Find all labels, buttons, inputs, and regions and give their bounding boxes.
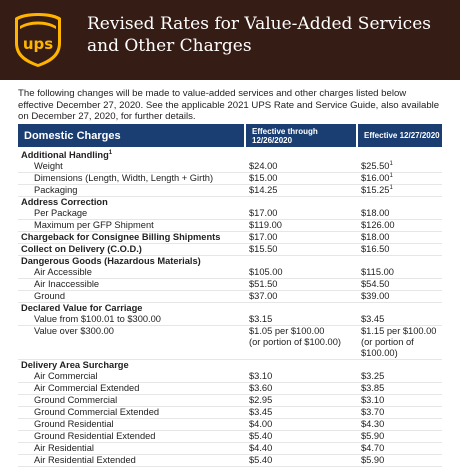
table-row	[18, 161, 442, 173]
charge-label-text: Value over $300.00	[34, 326, 114, 336]
rate-effective-value: $3.85	[361, 383, 385, 393]
rate-through	[245, 267, 357, 279]
charge-label	[18, 303, 245, 315]
charge-label	[18, 419, 245, 431]
rate-effective	[357, 267, 442, 279]
charge-label	[18, 267, 245, 279]
rate-effective	[357, 232, 442, 244]
rate-through-value: $105.00	[249, 267, 283, 277]
table-row	[18, 232, 442, 244]
table-row	[18, 395, 442, 407]
rate-effective-value: $18.00	[361, 232, 390, 242]
charge-label	[18, 197, 245, 209]
rate-through-value: $4.40	[249, 443, 273, 453]
charge-label-text: Ground	[34, 291, 66, 301]
rate-through	[245, 419, 357, 431]
rate-through-value: $4.00	[249, 419, 273, 429]
rate-effective	[357, 431, 442, 443]
rate-effective-value: $3.10	[361, 395, 385, 405]
rate-effective	[357, 279, 442, 291]
charge-label	[18, 185, 245, 197]
rate-effective-value: $5.90	[361, 431, 385, 441]
rate-effective	[357, 185, 442, 197]
rate-effective	[357, 383, 442, 395]
rate-effective	[357, 303, 442, 315]
table-row	[18, 326, 442, 360]
table-row	[18, 443, 442, 455]
rate-through	[245, 173, 357, 185]
table-row	[18, 147, 442, 161]
rate-through-value: $1.05 per $100.00	[249, 326, 325, 336]
logo-text: ups	[22, 35, 54, 53]
charge-label-text: Dangerous Goods (Hazardous Materials)	[21, 256, 201, 266]
rate-through-value: $3.15	[249, 314, 273, 324]
rate-through	[245, 185, 357, 197]
rate-through	[245, 431, 357, 443]
rate-through	[245, 220, 357, 232]
rate-through-value: $14.25	[249, 185, 278, 195]
rate-effective-value: $4.30	[361, 419, 385, 429]
footnote-marker: 1	[389, 172, 393, 179]
rate-effective-value: $54.50	[361, 279, 390, 289]
rate-effective	[357, 161, 442, 173]
table-row	[18, 173, 442, 185]
rate-effective-value: $16.50	[361, 244, 390, 254]
rate-effective-value: $126.00	[361, 220, 395, 230]
rate-through-note: (or portion of $100.00)	[249, 337, 341, 347]
charge-label	[18, 208, 245, 220]
rate-effective	[357, 244, 442, 256]
table-row	[18, 244, 442, 256]
rate-through-value: $17.00	[249, 208, 278, 218]
charge-label	[18, 232, 245, 244]
table-row	[18, 360, 442, 372]
charge-label-text: Weight	[34, 161, 63, 171]
charge-label	[18, 371, 245, 383]
rate-through	[245, 314, 357, 326]
charge-label	[18, 147, 245, 161]
rate-effective	[357, 419, 442, 431]
rate-effective	[357, 314, 442, 326]
rate-effective	[357, 371, 442, 383]
charge-label-text: Collect on Delivery (C.O.D.)	[21, 244, 142, 254]
rate-through	[245, 383, 357, 395]
rate-through	[245, 208, 357, 220]
charge-label	[18, 314, 245, 326]
rate-through	[245, 407, 357, 419]
rate-through	[245, 455, 357, 467]
rate-through	[245, 326, 357, 360]
table-row	[18, 256, 442, 268]
rate-through-value: $24.00	[249, 161, 278, 171]
table-header-row	[18, 124, 442, 147]
header-domestic-charges: Domestic Charges	[18, 124, 245, 147]
rate-through	[245, 244, 357, 256]
table-row	[18, 197, 442, 209]
table-row	[18, 407, 442, 419]
rate-through	[245, 395, 357, 407]
charge-label-text: Ground Residential	[34, 419, 114, 429]
charge-label	[18, 256, 245, 268]
rate-effective	[357, 147, 442, 161]
rate-effective	[357, 455, 442, 467]
charge-label	[18, 326, 245, 360]
rate-through-value: $3.45	[249, 407, 273, 417]
document-header	[0, 0, 460, 80]
charge-label-text: Air Residential	[34, 443, 94, 453]
rate-through	[245, 443, 357, 455]
rate-effective	[357, 443, 442, 455]
table-row	[18, 291, 442, 303]
rate-through-value: $51.50	[249, 279, 278, 289]
table-row	[18, 279, 442, 291]
rate-through	[245, 303, 357, 315]
table-row	[18, 431, 442, 443]
table-row	[18, 314, 442, 326]
charge-label	[18, 383, 245, 395]
ups-logo-icon	[14, 12, 62, 68]
table-row	[18, 303, 442, 315]
charge-label-text: Air Commercial Extended	[34, 383, 140, 393]
rate-through-value: $5.40	[249, 455, 273, 465]
rate-effective	[357, 256, 442, 268]
charge-label	[18, 244, 245, 256]
rate-effective-value: $3.25	[361, 371, 385, 381]
rate-effective-value: $5.90	[361, 455, 385, 465]
rate-effective	[357, 395, 442, 407]
rate-effective	[357, 173, 442, 185]
rate-through	[245, 232, 357, 244]
rate-through-value: $3.10	[249, 371, 273, 381]
rate-through-value: $119.00	[249, 220, 282, 230]
charge-label-text: Declared Value for Carriage	[21, 303, 143, 313]
charge-label-text: Ground Commercial Extended	[34, 407, 160, 417]
charge-label	[18, 279, 245, 291]
rate-through-value: $15.00	[249, 173, 278, 183]
header-effective-through: Effective through 12/26/2020	[245, 124, 357, 147]
table-row	[18, 208, 442, 220]
charge-label	[18, 455, 245, 467]
rate-effective-value: $39.00	[361, 291, 390, 301]
rate-through	[245, 256, 357, 268]
charge-label-text: Chargeback for Consignee Billing Shipments	[21, 232, 221, 242]
rate-effective-value: $1.15 per $100.00	[361, 326, 437, 336]
rate-through	[245, 360, 357, 372]
rate-effective	[357, 326, 442, 360]
charge-label-text: Air Inaccessible	[34, 279, 100, 289]
rate-effective-value: $3.45	[361, 314, 385, 324]
rate-effective	[357, 197, 442, 209]
charge-label-text: Air Commercial	[34, 371, 98, 381]
charge-label-text: Ground Residential Extended	[34, 431, 156, 441]
rate-through	[245, 161, 357, 173]
table-row	[18, 220, 442, 232]
rate-through	[245, 371, 357, 383]
table-row	[18, 185, 442, 197]
rate-effective	[357, 360, 442, 372]
charge-label	[18, 173, 245, 185]
charge-label-text: Value from $100.01 to $300.00	[34, 314, 161, 324]
rate-effective-value: $16.00	[361, 173, 390, 183]
charge-label-text: Maximum per GFP Shipment	[34, 220, 154, 230]
rate-through-value: $15.50	[249, 244, 278, 254]
table-row	[18, 371, 442, 383]
charge-label-text: Packaging	[34, 185, 78, 195]
title-line-1: Revised Rates for Value-Added Services	[87, 14, 431, 34]
charge-label	[18, 443, 245, 455]
table-row	[18, 267, 442, 279]
footnote-marker: 1	[389, 184, 393, 191]
rate-through-value: $2.95	[249, 395, 273, 405]
rate-effective	[357, 291, 442, 303]
rate-through	[245, 197, 357, 209]
charge-label-text: Air Residential Extended	[34, 455, 136, 465]
rate-through	[245, 147, 357, 161]
rate-effective-value: $18.00	[361, 208, 390, 218]
charge-label	[18, 407, 245, 419]
rate-effective	[357, 407, 442, 419]
charge-label-text: Address Correction	[21, 197, 108, 207]
rate-through	[245, 279, 357, 291]
rate-effective	[357, 220, 442, 232]
charge-label-text: Per Package	[34, 208, 88, 218]
rate-effective	[357, 208, 442, 220]
rate-effective-value: $3.70	[361, 407, 385, 417]
rate-effective-value: $115.00	[361, 267, 394, 277]
rate-effective-value: $15.25	[361, 185, 390, 195]
charge-label	[18, 431, 245, 443]
rates-table	[18, 124, 442, 467]
rate-through-value: $3.60	[249, 383, 273, 393]
footnote-marker: 1	[108, 149, 113, 156]
charge-label	[18, 220, 245, 232]
rate-effective-note: (or portion of $100.00)	[361, 337, 414, 358]
intro-paragraph: The following changes will be made to value-added services and other charges listed below effective December 27, 2020. See the applicable 2021 UPS Rate and Service Guide, also available on December 27, 2020, for further details.	[18, 88, 440, 122]
charge-label-text: Air Accessible	[34, 267, 92, 277]
charge-label	[18, 395, 245, 407]
table-body	[18, 147, 442, 467]
charge-label-text: Delivery Area Surcharge	[21, 360, 129, 370]
table-row	[18, 455, 442, 467]
charge-label-text: Dimensions (Length, Width, Length + Girth)	[34, 173, 214, 183]
table-row	[18, 383, 442, 395]
header-effective-new: Effective 12/27/2020	[357, 124, 442, 147]
rate-effective-value: $4.70	[361, 443, 385, 453]
charge-label	[18, 291, 245, 303]
charge-label-text: Additional Handling	[21, 150, 109, 160]
rate-through-value: $37.00	[249, 291, 278, 301]
charge-label	[18, 360, 245, 372]
charge-label	[18, 161, 245, 173]
table-row	[18, 419, 442, 431]
page-title	[87, 13, 431, 57]
rate-through-value: $17.00	[249, 232, 278, 242]
footnote-marker: 1	[389, 160, 393, 167]
charge-label-text: Ground Commercial	[34, 395, 118, 405]
rate-through	[245, 291, 357, 303]
rate-effective-value: $25.50	[361, 161, 390, 171]
title-line-2: and Other Charges	[87, 36, 252, 56]
rate-through-value: $5.40	[249, 431, 273, 441]
